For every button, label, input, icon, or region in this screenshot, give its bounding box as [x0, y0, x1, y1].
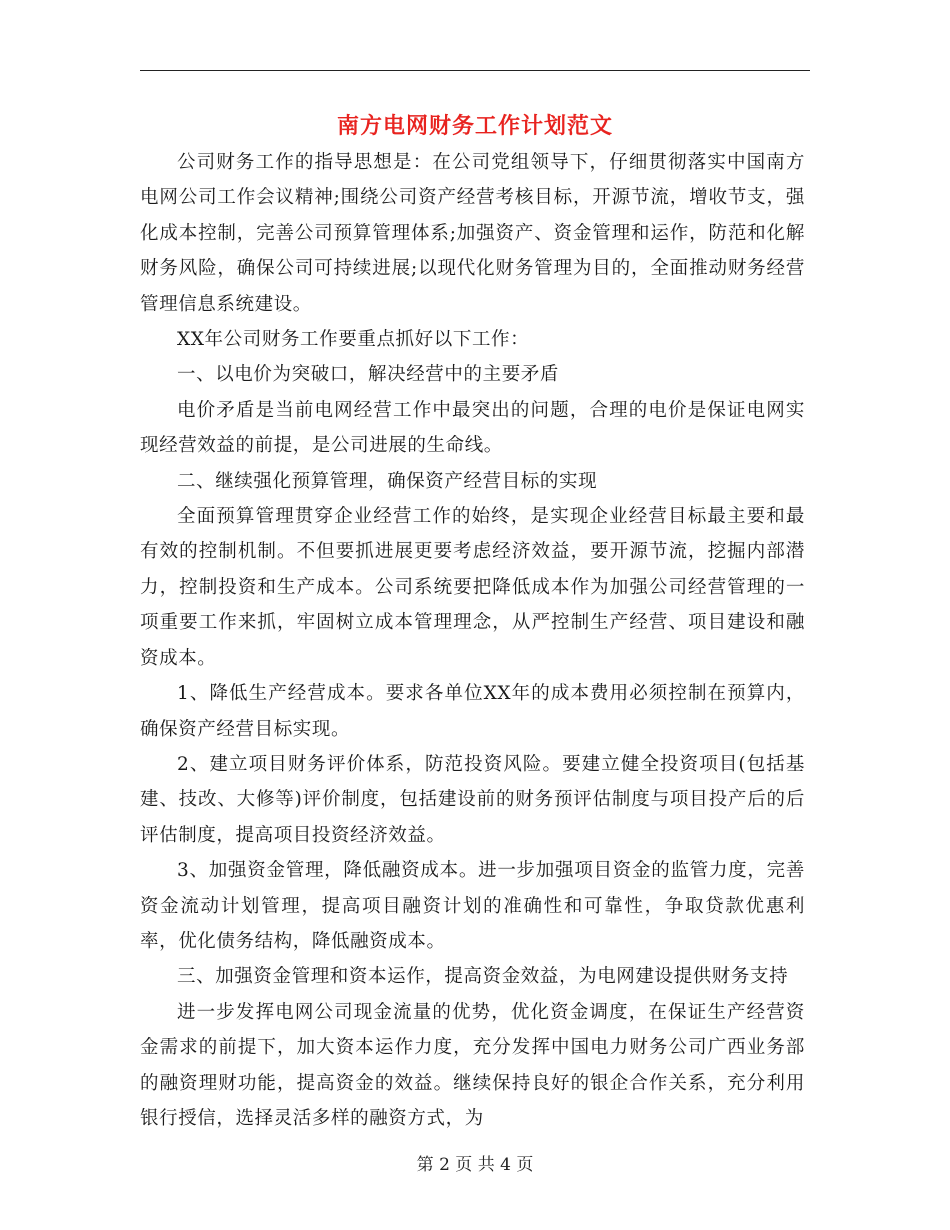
header-rule — [140, 70, 810, 71]
paragraph: 3、加强资金管理，降低融资成本。进一步加强项目资金的监管力度，完善资金流动计划管理，提高项目融资计划的准确性和可靠性，争取贷款优惠利率，优化债务结构，降低融资成本。 — [140, 860, 805, 952]
paragraph: 公司财务工作的指导思想是：在公司党组领导下，仔细贯彻落实中国南方电网公司工作会议精神;围绕公司资产经营考核目标，开源节流，增收节支，强化成本控制，完善公司预算管理体系;加强资产、资金管理和运作，防范和化解财务风险，确保公司可持续进展;以现代化财务管理为目的，全面推动财务经营管理信息系统建设。 — [140, 152, 805, 315]
paragraph: 1、降低生产经营成本。要求各单位XX年的成本费用必须控制在预算内，确保资产经营目标实现。 — [140, 683, 805, 740]
section-heading: 一、以电价为突破口，解决经营中的主要矛盾 — [177, 364, 560, 386]
document-title: 南方电网财务工作计划范文 — [336, 113, 613, 139]
paragraph: 全面预算管理贯穿企业经营工作的始终，是实现企业经营目标最主要和最有效的控制机制。不但要抓进展更要考虑经济效益，要开源节流，挖掘内部潜力，控制投资和生产成本。公司系统要把降低成本作为加强公司经营管理的一项重要工作来抓，牢固树立成本管理理念，从严控制生产经营、项目建设和融资成本。 — [140, 506, 805, 669]
paragraph: XX年公司财务工作要重点抓好以下工作： — [177, 329, 530, 351]
section-heading: 三、加强资金管理和资本运作，提高资金效益，为电网建设提供财务支持 — [177, 966, 789, 988]
paragraph: 进一步发挥电网公司现金流量的优势，优化资金调度，在保证生产经营资金需求的前提下，加大资本运作力度，充分发挥中国电力财务公司广西业务部的融资理财功能，提高资金的效益。继续保持良好的银企合作关系，充分利用银行授信，选择灵活多样的融资方式，为 — [140, 1001, 805, 1129]
paragraph: 电价矛盾是当前电网经营工作中最突出的问题，合理的电价是保证电网实现经营效益的前提，是公司进展的生命线。 — [140, 399, 805, 457]
paragraph: 2、建立项目财务评价体系，防范投资风险。要建立健全投资项目(包括基建、技改、大修等)评价制度，包括建设前的财务预评估制度与项目投产后的后评估制度，提高项目投资经济效益。 — [140, 753, 805, 846]
document-body — [140, 145, 805, 1136]
page-footer: 第 2 页 共 4 页 — [416, 1155, 534, 1175]
section-heading: 二、继续强化预算管理，确保资产经营目标的实现 — [177, 470, 598, 492]
